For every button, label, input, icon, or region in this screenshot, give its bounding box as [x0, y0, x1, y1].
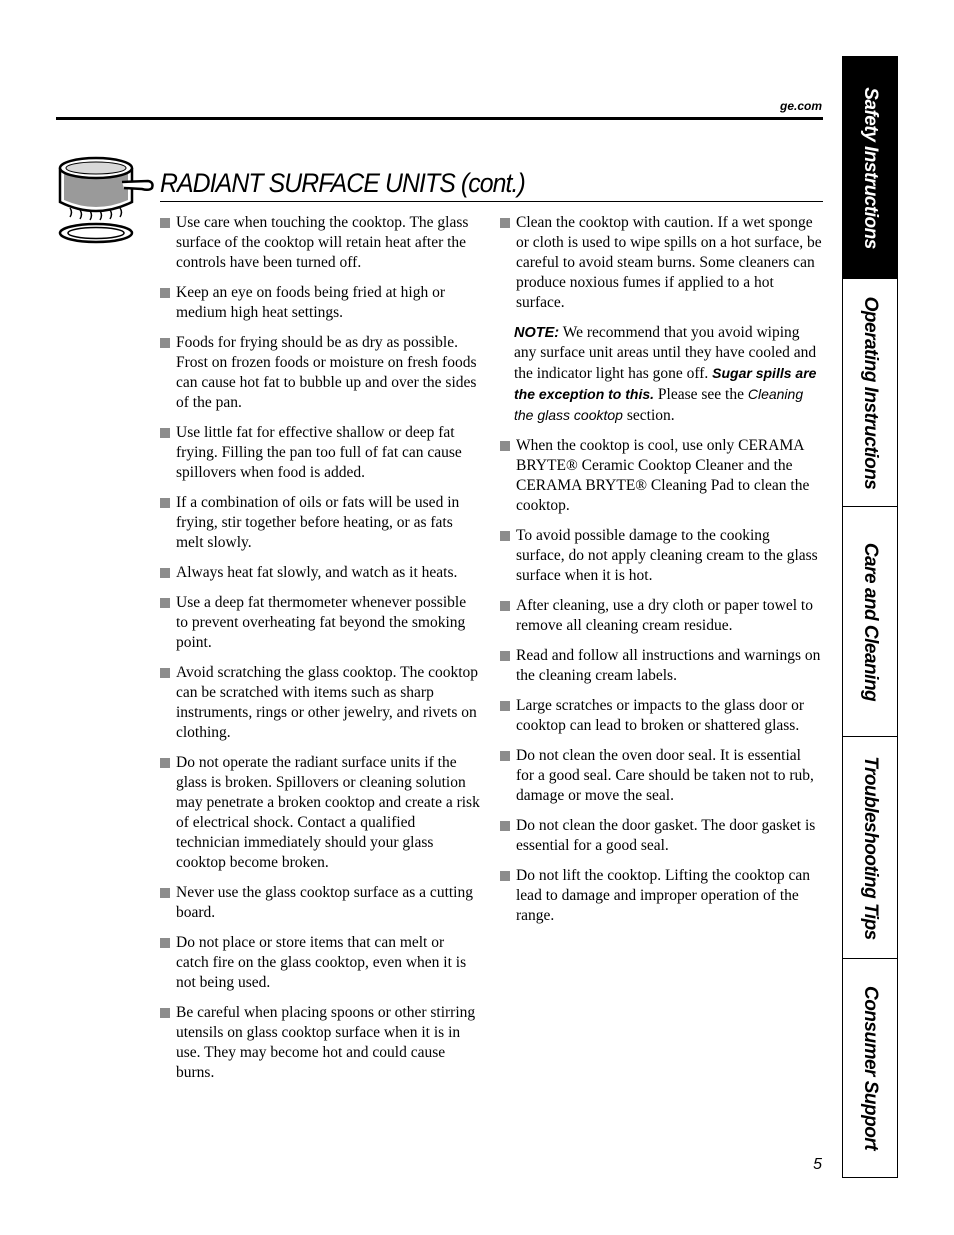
- note-text: Please see the: [654, 386, 748, 403]
- bullet-square-icon: [500, 821, 510, 831]
- safety-bullet: [500, 696, 822, 736]
- bullet-square-icon: [160, 598, 170, 608]
- safety-bullet: [160, 663, 480, 743]
- note-text: section.: [622, 407, 675, 424]
- title-rule: [160, 201, 823, 202]
- safety-bullet: [160, 333, 480, 413]
- bullet-text: Always heat fat slowly, and watch as it heats.: [176, 564, 458, 581]
- bullet-text: Read and follow all instructions and warnings on the cleaning cream labels.: [516, 647, 821, 684]
- note-text: We recommend that you avoid wiping any surface unit areas until they have cooled and the indicator light has gone off.: [514, 324, 817, 382]
- safety-bullet: [500, 646, 822, 686]
- bullet-square-icon: [160, 888, 170, 898]
- bullet-square-icon: [500, 871, 510, 881]
- safety-bullet: [160, 933, 480, 993]
- bullet-square-icon: [160, 1008, 170, 1018]
- bullet-square-icon: [500, 701, 510, 711]
- bullet-square-icon: [160, 498, 170, 508]
- note-paragraph: [514, 323, 822, 426]
- left-column: [160, 213, 480, 1093]
- bullet-text: Avoid scratching the glass cooktop. The cooktop can be scratched with items such as sharp instruments, rings or other jewelry, and rivets on clothing.: [176, 664, 479, 741]
- bullet-square-icon: [160, 758, 170, 768]
- section-title: RADIANT SURFACE UNITS (cont.): [160, 168, 525, 198]
- safety-bullet: [500, 746, 822, 806]
- bullet-square-icon: [500, 651, 510, 661]
- tab-safety-instructions[interactable]: [843, 57, 897, 279]
- bullet-square-icon: [160, 428, 170, 438]
- bullet-text: Do not operate the radiant surface units if the glass is broken. Spillovers or cleaning solution may penetrate a broken cooktop and create a risk of electrical shock. Contact a qualified technician immediately should your glass cooktop become broken.: [176, 754, 480, 871]
- tab-operating-instructions[interactable]: [843, 279, 897, 507]
- bullet-square-icon: [500, 601, 510, 611]
- bullet-text: Never use the glass cooktop surface as a cutting board.: [176, 884, 473, 921]
- note-label: NOTE:: [514, 325, 560, 341]
- bullet-text: Use a deep fat thermometer whenever possible to prevent overheating fat beyond the smoking point.: [176, 594, 467, 651]
- safety-bullet: [500, 213, 822, 313]
- safety-bullet: [500, 436, 822, 516]
- bullet-text: Do not clean the oven door seal. It is essential for a good seal. Care should be taken not to rub, damage or move the seal.: [516, 747, 814, 804]
- bullet-text: When the cooktop is cool, use only CERAMA BRYTE® Ceramic Cooktop Cleaner and the CERAMA BRYTE® Cleaning Pad to clean the cooktop.: [516, 437, 810, 514]
- bullet-square-icon: [160, 938, 170, 948]
- bullet-square-icon: [500, 531, 510, 541]
- bullet-text: Keep an eye on foods being fried at high or medium high heat settings.: [176, 284, 446, 321]
- tab-troubleshooting-tips[interactable]: [843, 737, 897, 959]
- safety-bullet: [500, 866, 822, 926]
- safety-bullet: [500, 816, 822, 856]
- tab-consumer-support[interactable]: [843, 959, 897, 1177]
- safety-bullet: [500, 526, 822, 586]
- tab-label: Troubleshooting Tips: [860, 755, 881, 940]
- cooktop-pot-icon: [56, 154, 162, 246]
- safety-bullet: [160, 423, 480, 483]
- bullet-text: Foods for frying should be as dry as possible. Frost on frozen foods or moisture on fresh foods can cause hot fat to bubble up and over the sides of the pan.: [176, 334, 477, 411]
- bullet-square-icon: [160, 568, 170, 578]
- note-section-reference: Cleaning the glass cooktop: [514, 386, 804, 423]
- bullet-text: Do not lift the cooktop. Lifting the cooktop can lead to damage and improper operation of the range.: [516, 867, 811, 924]
- safety-bullet: [160, 283, 480, 323]
- bullet-text: After cleaning, use a dry cloth or paper towel to remove all cleaning cream residue.: [516, 597, 813, 634]
- safety-bullet: [160, 753, 480, 873]
- safety-bullet: [160, 883, 480, 923]
- bullet-text: Clean the cooktop with caution. If a wet sponge or cloth is used to wipe spills on a hot surface, be careful to avoid steam burns. Some cleaners can produce noxious fumes if applied to a hot surface.: [516, 214, 822, 311]
- bullet-square-icon: [500, 441, 510, 451]
- bullet-square-icon: [160, 288, 170, 298]
- tab-label: Safety Instructions: [860, 86, 881, 249]
- bullet-text: Large scratches or impacts to the glass door or cooktop can lead to broken or shattered glass.: [516, 697, 805, 734]
- site-url: ge.com: [779, 99, 822, 113]
- right-column: [500, 213, 822, 936]
- bullet-text: Be careful when placing spoons or other stirring utensils on glass cooktop surface when it is in use. They may become hot and could cause burns.: [176, 1004, 476, 1081]
- header-rule: [56, 117, 823, 120]
- bullet-text: Use care when touching the cooktop. The glass surface of the cooktop will retain heat after the controls have been turned off.: [176, 214, 469, 271]
- bullet-text: Do not clean the door gasket. The door gasket is essential for a good seal.: [516, 817, 816, 854]
- tab-label: Consumer Support: [860, 985, 881, 1151]
- bullet-text: Use little fat for effective shallow or deep fat frying. Filling the pan too full of fat can cause spillovers when food is added.: [176, 424, 462, 481]
- safety-bullet: [160, 1003, 480, 1083]
- bullet-square-icon: [160, 218, 170, 228]
- safety-bullet: [160, 493, 480, 553]
- bullet-square-icon: [500, 751, 510, 761]
- page-number: 5: [813, 1156, 822, 1173]
- bullet-square-icon: [160, 338, 170, 348]
- bullet-text: Do not place or store items that can melt or catch fire on the glass cooktop, even when it is not being used.: [176, 934, 467, 991]
- bullet-square-icon: [500, 218, 510, 228]
- safety-bullet: [160, 563, 480, 583]
- tab-label: Operating Instructions: [860, 296, 881, 489]
- safety-bullet: [160, 593, 480, 653]
- bullet-square-icon: [160, 668, 170, 678]
- safety-bullet: [160, 213, 480, 273]
- bullet-text: If a combination of oils or fats will be used in frying, stir together before heating, or as fats melt slowly.: [176, 494, 460, 551]
- tab-label: Care and Cleaning: [860, 542, 881, 701]
- bullet-text: To avoid possible damage to the cooking surface, do not apply cleaning cream to the glass surface when it is hot.: [516, 527, 818, 584]
- section-tabs: [842, 56, 898, 1178]
- safety-bullet: [500, 596, 822, 636]
- note-emphasis: Sugar spills are the exception to this.: [514, 365, 817, 402]
- tab-care-and-cleaning[interactable]: [843, 507, 897, 737]
